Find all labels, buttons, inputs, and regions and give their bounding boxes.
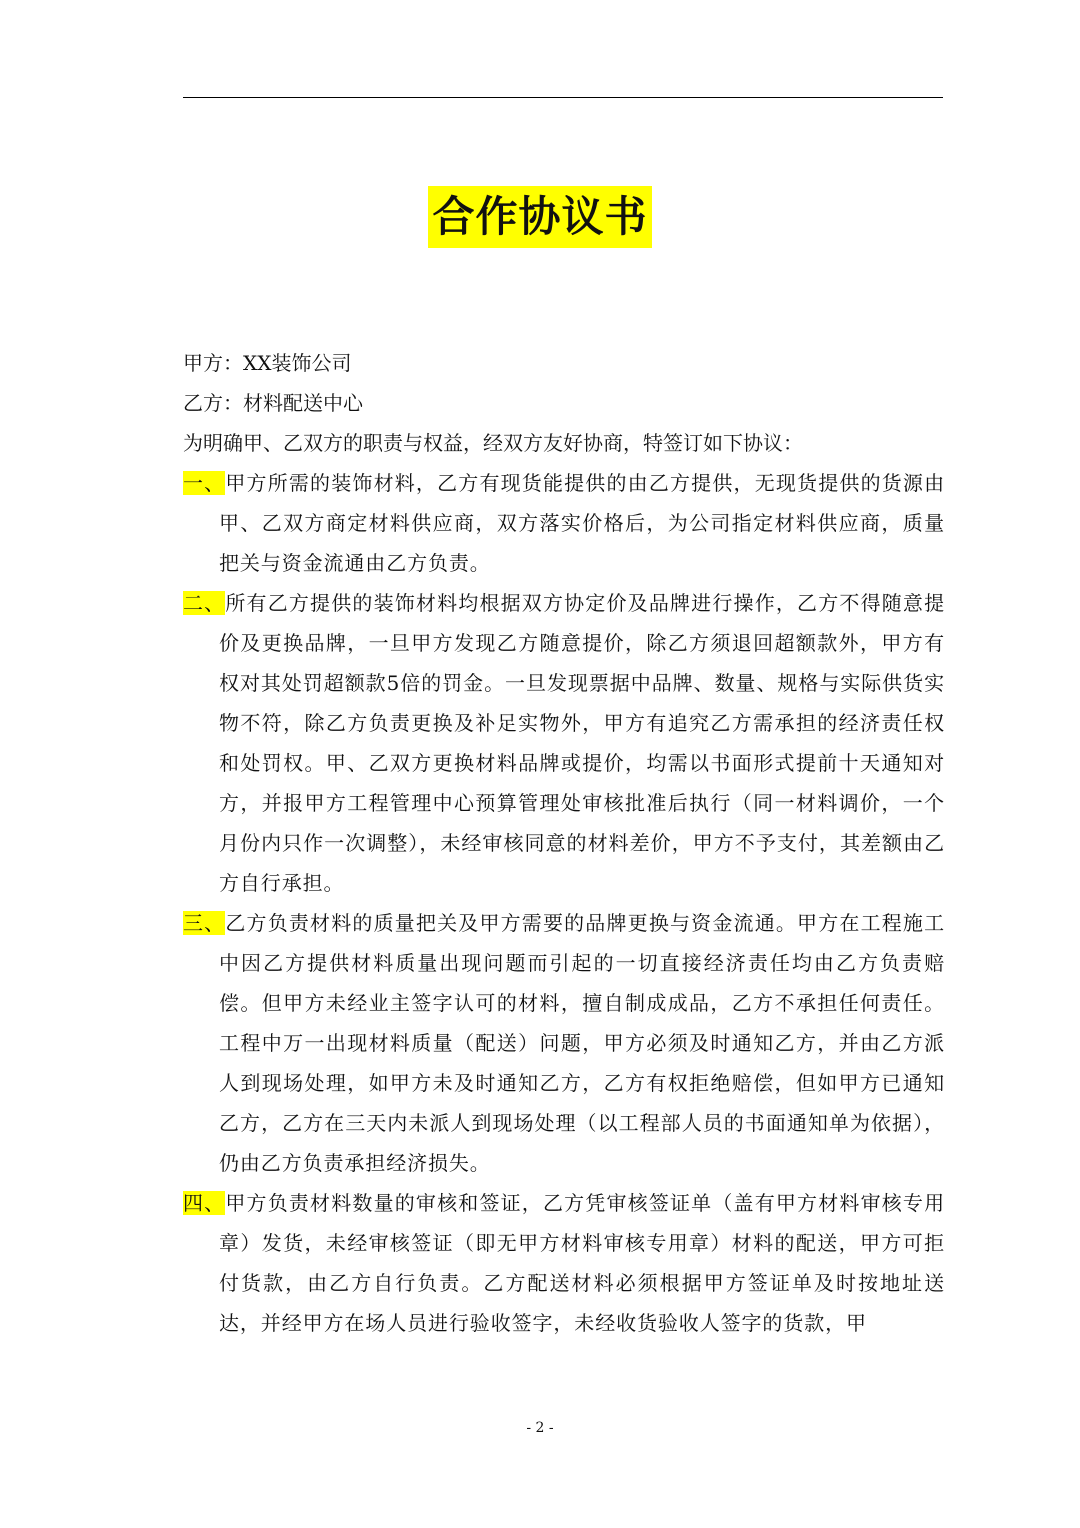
clause-number: 二、 xyxy=(183,591,226,615)
clause-text: 甲方所需的装饰材料，乙方有现货能提供的由乙方提供，无现货提供的货源由甲、乙双方商定材料供应商，双方落实价格后，为公司指定材料供应商，质量把关与资金流通由乙方负责。 xyxy=(219,471,945,575)
clause-text: 乙方负责材料的质量把关及甲方需要的品牌更换与资金流通。甲方在工程施工中因乙方提供材料质量出现问题而引起的一切直接经济责任均由乙方负责赔偿。但甲方未经业主签字认可的材料，擅自制成成品，乙方不承担任何责任。工程中万一出现材料质量（配送）问题，甲方必须及时通知乙方，并由乙方派人到现场处理，如甲方未及时通知乙方，乙方有权拒绝赔偿，但如甲方已通知乙方，乙方在三天内未派人到现场处理（以工程部人员的书面通知单为依据），仍由乙方负责承担经济损失。 xyxy=(219,911,945,1175)
clause-4 xyxy=(183,1183,945,1343)
intro-paragraph: 为明确甲、乙双方的职责与权益，经双方友好协商，特签订如下协议： xyxy=(183,431,803,455)
clause-number: 三、 xyxy=(183,911,226,935)
clause-list xyxy=(183,463,945,1343)
page-number: - 2 - xyxy=(526,1420,554,1436)
clause-1 xyxy=(183,463,945,583)
title-block xyxy=(0,186,1080,248)
document-title: 合作协议书 xyxy=(428,186,651,248)
party-b-line: 乙方：材料配送中心 xyxy=(183,391,363,415)
party-a-line: 甲方：XX装饰公司 xyxy=(183,351,352,375)
clause-text: 所有乙方提供的装饰材料均根据双方协定价及品牌进行操作，乙方不得随意提价及更换品牌，一旦甲方发现乙方随意提价，除乙方须退回超额款外，甲方有权对其处罚超额款5倍的罚金。一旦发现票据中品牌、数量、规格与实际供货实物不符，除乙方负责更换及补足实物外，甲方有追究乙方需承担的经济责任权和处罚权。甲、乙双方更换材料品牌或提价，均需以书面形式提前十天通知对方，并报甲方工程管理中心预算管理处审核批准后执行（同一材料调价，一个月份内只作一次调整），未经审核同意的材料差价，甲方不予支付，其差额由乙方自行承担。 xyxy=(219,591,945,895)
clause-2 xyxy=(183,583,945,903)
clause-number: 四、 xyxy=(183,1191,226,1215)
clause-number: 一、 xyxy=(183,471,226,495)
clause-3 xyxy=(183,903,945,1183)
clause-text: 甲方负责材料数量的审核和签证，乙方凭审核签证单（盖有甲方材料审核专用章）发货，未经审核签证（即无甲方材料审核专用章）材料的配送，甲方可拒付货款，由乙方自行负责。乙方配送材料必须根据甲方签证单及时按地址送达，并经甲方在场人员进行验收签字，未经收货验收人签字的货款，甲 xyxy=(219,1191,945,1335)
header-rule xyxy=(183,97,943,98)
